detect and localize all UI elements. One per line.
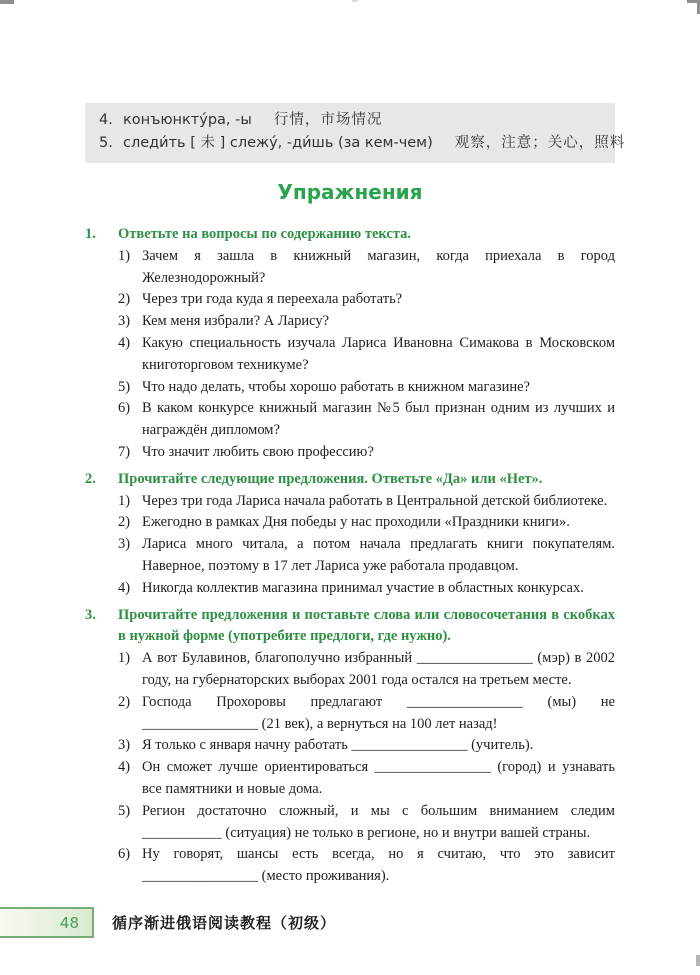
item-number: 1) xyxy=(118,492,131,509)
page-content xyxy=(85,103,626,888)
item-text: Кем меня избрали? А Ларису? xyxy=(142,313,330,330)
exercise-item xyxy=(118,735,615,757)
item-text: Господа Прохоровы предлагают ________________ (мы) не ________________ (21 век), а вернуться на 100 лет назад! xyxy=(142,693,615,732)
item-text: Регион достаточно сложный, и мы с большим вниманием следим ___________ (ситуация) не только в регионе, но и внутри вашей страны. xyxy=(142,802,615,841)
vocabulary-russian-word: конъюнкту́ра, -ы xyxy=(123,112,252,128)
item-text: Что надо делать, чтобы хорошо работать в книжном магазине? xyxy=(142,378,530,395)
scan-corner-mark xyxy=(0,0,14,4)
exercise-3 xyxy=(85,605,615,888)
exercise-number: 1. xyxy=(85,226,96,242)
exercise-item xyxy=(118,648,615,692)
exercise-item xyxy=(118,246,615,290)
exercise-item xyxy=(118,578,615,600)
section-title: Упражнения xyxy=(277,180,423,204)
item-number: 4) xyxy=(118,334,131,351)
item-text: Ну говорят, шансы есть всегда, но я считаю, что это зависит ________________ (место проживания). xyxy=(142,846,615,885)
item-text: Через три года Лариса начала работать в Центральной детской библиотеке. xyxy=(142,492,608,509)
vocabulary-block xyxy=(85,103,626,163)
exercise-item xyxy=(118,534,615,578)
exercise-item xyxy=(118,377,615,399)
exercise-item xyxy=(118,491,615,513)
vocabulary-entry-number: 4. xyxy=(99,112,113,128)
item-number: 4) xyxy=(118,579,131,596)
item-text: Через три года куда я переехала работать? xyxy=(142,291,403,308)
exercise-1 xyxy=(85,224,615,464)
exercise-item-list xyxy=(118,648,615,888)
item-text: Я только с января начну работать ________________ (учитель). xyxy=(142,737,534,754)
item-number: 6) xyxy=(118,846,131,863)
item-text: Что значит любить свою профессию? xyxy=(142,443,374,460)
vocabulary-chinese-translation: 行情，市场情况 xyxy=(273,112,383,128)
item-number: 5) xyxy=(118,802,131,819)
item-number: 3) xyxy=(118,536,131,553)
item-text: Зачем я зашла в книжный магазин, когда приехала в город Железнодорожный? xyxy=(142,247,615,286)
exercise-number: 2. xyxy=(85,470,96,487)
vocabulary-entry xyxy=(99,132,626,155)
scan-corner-mark xyxy=(352,0,358,2)
exercise-heading: Ответьте на вопросы по содержанию текста. xyxy=(118,226,412,242)
item-number: 4) xyxy=(118,759,131,776)
item-number: 2) xyxy=(118,514,131,531)
vocabulary-russian-word: следи́ть [ 未 ] слежу́, -ди́шь (за кем-чем) xyxy=(123,135,433,151)
exercise-item xyxy=(118,398,615,442)
exercise-2 xyxy=(85,469,615,600)
item-number: 3) xyxy=(118,737,131,754)
item-number: 2) xyxy=(118,291,131,308)
exercise-item xyxy=(118,333,615,377)
item-text: Ежегодно в рамках Дня победы у нас проходили «Праздники книги». xyxy=(142,514,570,531)
book-title: 循序渐进俄语阅读教程（初级） xyxy=(112,916,337,932)
vocabulary-chinese-translation: 观察，注意；关心，照料 xyxy=(454,135,626,151)
exercise-item xyxy=(118,801,615,845)
item-number: 2) xyxy=(118,693,131,710)
item-text: Лариса много читала, а потом начала предлагать книги покупателям. Наверное, поэтому в 17 лет Лариса уже работала продавцом. xyxy=(142,536,615,574)
item-number: 7) xyxy=(118,443,131,460)
page-number-badge xyxy=(0,907,94,938)
item-number: 3) xyxy=(118,313,131,330)
exercise-body xyxy=(118,605,615,888)
exercise-body xyxy=(118,469,615,600)
vocabulary-entry xyxy=(99,109,609,132)
exercise-body xyxy=(118,224,615,464)
item-text: А вот Булавинов, благополучно избранный ________________ (мэр) в 2002 году, на губернаторских выборах 2001 года остался на третьем месте. xyxy=(142,650,615,688)
item-text: Никогда коллектив магазина принимал участие в областных конкурсах. xyxy=(142,579,584,596)
exercise-item xyxy=(118,442,615,464)
exercise-heading: Прочитайте следующие предложения. Ответьте «Да» или «Нет». xyxy=(118,470,543,487)
exercise-item-list xyxy=(118,246,615,464)
exercise-number: 3. xyxy=(85,606,96,623)
item-text: Он сможет лучше ориентироваться ________________ (город) и узнавать все памятники и новые дома. xyxy=(142,759,615,797)
exercise-item xyxy=(118,757,615,801)
exercise-item-list xyxy=(118,491,615,600)
exercise-item xyxy=(118,844,615,888)
item-number: 1) xyxy=(118,650,131,667)
item-number: 1) xyxy=(118,247,131,264)
page-number: 48 xyxy=(59,913,79,932)
item-number: 6) xyxy=(118,400,131,417)
item-number: 5) xyxy=(118,378,131,395)
exercise-item xyxy=(118,512,615,534)
exercise-item xyxy=(118,311,615,333)
exercise-heading: Прочитайте предложения и поставьте слова или словосочетания в скобках в нужной форме (употребите предлоги, где нужно). xyxy=(118,606,615,645)
item-text: Какую специальность изучала Лариса Ивановна Симакова в Московском книготорговом техникуме? xyxy=(142,334,615,373)
exercise-item xyxy=(118,289,615,311)
scan-corner-mark xyxy=(696,955,700,966)
vocabulary-entry-number: 5. xyxy=(99,135,113,151)
item-text: В каком конкурсе книжный магазин №5 был признан одним из лучших и награждён дипломом? xyxy=(142,400,615,439)
exercise-item xyxy=(118,692,615,736)
